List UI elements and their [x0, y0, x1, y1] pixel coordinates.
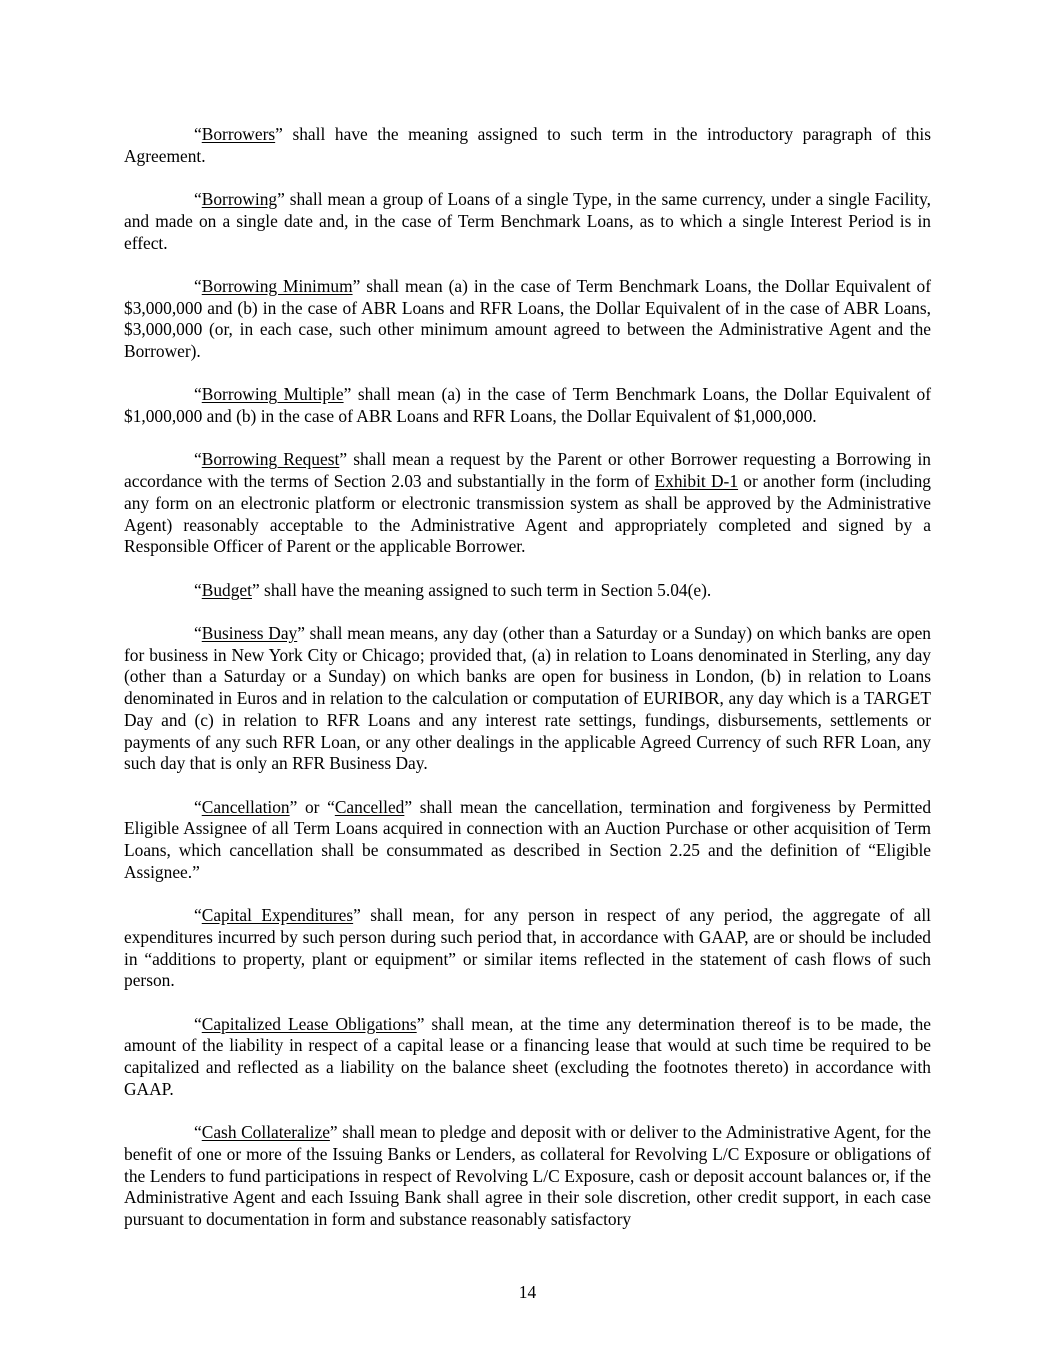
- defined-term: Capitalized Lease Obligations: [201, 1013, 417, 1034]
- defined-term: Borrowing Multiple: [201, 384, 344, 405]
- definition-cash-collateralize: [124, 1122, 931, 1231]
- definition-capitalized-lease-obligations: [124, 1014, 931, 1101]
- definition-text: ” shall mean (a) in the case of Term Benchmark Loans, the Dollar Equivalent of $3,000,000 and (b) in the case of ABR Loans and RFR Loans, the Dollar Equivalent of in the case of ABR Loans, $3,000,000 (or, in each case, such other minimum amount agreed to between the Administrative Agent and the Borrower).: [124, 275, 931, 361]
- definition-text: ” shall have the meaning assigned to such term in Section 5.04(e).: [251, 579, 712, 600]
- definition-text: ” shall mean a group of Loans of a single Type, in the same currency, under a single Facility, and made on a single date and, in the case of Term Benchmark Loans, as to which a single Interest Period is in effect.: [124, 189, 931, 253]
- definition-text: ” shall mean, for any person in respect of any period, the aggregate of all expenditures incurred by such person during such period that, in accordance with GAAP, are or should be included in “additions to property, plant or equipment” or similar items reflected in the statement of cash flows of such person.: [124, 905, 932, 991]
- definition-text: ” shall mean, at the time any determination thereof is to be made, the amount of the liability in respect of a capital lease or a financing lease that would at such time be required to be capitalized and reflected as a liability on the balance sheet (excluding the footnotes thereto) in accordance with GAAP.: [124, 1013, 932, 1099]
- page-number: 14: [518, 1282, 537, 1302]
- definition-borrowing-request: [124, 449, 931, 558]
- definition-text: ” shall mean means, any day (other than a Saturday or a Sunday) on which banks are open for business in New York City or Chicago; provided that, (a) in relation to Loans denominated in Sterling, any day (other than a Saturday or a Sunday) on which banks are open for business in London, (b) in relation to Loans denominated in Euros and in relation to the calculation or computation of EURIBOR, any day which is a TARGET Day and (c) in relation to RFR Loans and any interest rate settings, fundings, disbursements, settlements or payments of any such RFR Loan, or any other dealings in the applicable Agreed Currency of such RFR Loan, any such day that is only an RFR Business Day.: [124, 623, 931, 774]
- definition-text: ” shall have the meaning assigned to such term in the introductory paragraph of this Agreement.: [124, 124, 931, 166]
- open-quote: “: [194, 124, 202, 144]
- open-quote: “: [194, 623, 202, 644]
- defined-term: Business Day: [201, 623, 298, 644]
- defined-term: Capital Expenditures: [201, 905, 354, 926]
- open-quote: “: [194, 905, 202, 926]
- open-quote: “: [194, 1013, 202, 1034]
- definition-text: or another form (including any form on an electronic platform or electronic transmission system as shall be approved by the Administrative Agent) reasonably acceptable to the Administrative Agent and appropriately completed and signed by a Responsible Officer of Parent or the applicable Borrower.: [124, 471, 931, 557]
- defined-term: Borrowing: [201, 189, 278, 210]
- defined-term: Borrowers: [201, 124, 276, 144]
- open-quote: “: [194, 579, 202, 600]
- definition-cancellation: [124, 797, 931, 884]
- definition-text: ” shall mean the cancellation, termination and forgiveness by Permitted Eligible Assignee of all Term Loans acquired in connection with an Auction Purchase or other acquisition of Term Loans, which cancellation shall be consummated as described in Section 2.25 and the definition of “Eligible Assignee.”: [124, 796, 932, 882]
- open-quote: “: [194, 384, 202, 405]
- document-body: [124, 124, 931, 1252]
- defined-term: Borrowing Request: [201, 449, 340, 470]
- definition-borrowing-minimum: [124, 276, 931, 363]
- defined-term: Borrowing Minimum: [201, 275, 353, 296]
- defined-term: Cancellation: [201, 796, 290, 817]
- open-quote: “: [194, 275, 202, 296]
- definition-budget: [124, 580, 931, 602]
- definition-text: ” shall mean a request by the Parent or other Borrower requesting a Borrowing in accordance with the terms of Section 2.03 and substantially in the form of: [124, 449, 932, 492]
- definition-text: ” or “: [289, 796, 335, 817]
- definition-text: ” shall mean to pledge and deposit with or deliver to the Administrative Agent, for the benefit of one or more of the Issuing Banks or Lenders, as collateral for Revolving L/C Exposure or obligations of the Lenders to fund participations in respect of Revolving L/C Exposure, cash or deposit account balances or, if the Administrative Agent and each Issuing Bank shall agree in their sole discretion, other credit support, in each case pursuant to documentation in form and substance reasonably satisfactory: [124, 1122, 932, 1229]
- defined-term: Budget: [201, 579, 252, 600]
- definition-text: ” shall mean (a) in the case of Term Benchmark Loans, the Dollar Equivalent of $1,000,000 and (b) in the case of ABR Loans and RFR Loans, the Dollar Equivalent of $1,000,000.: [124, 384, 931, 427]
- definition-capital-expenditures: [124, 905, 931, 992]
- definition-borrowing: [124, 189, 931, 254]
- definition-business-day: [124, 623, 931, 775]
- definition-borrowers: [124, 124, 931, 167]
- exhibit-reference: Exhibit D-1: [654, 471, 739, 492]
- defined-term: Cancelled: [334, 796, 405, 817]
- open-quote: “: [194, 189, 202, 210]
- definition-borrowing-multiple: [124, 384, 931, 427]
- open-quote: “: [194, 796, 202, 817]
- open-quote: “: [194, 449, 202, 470]
- open-quote: “: [194, 1122, 202, 1143]
- defined-term: Cash Collateralize: [201, 1122, 330, 1143]
